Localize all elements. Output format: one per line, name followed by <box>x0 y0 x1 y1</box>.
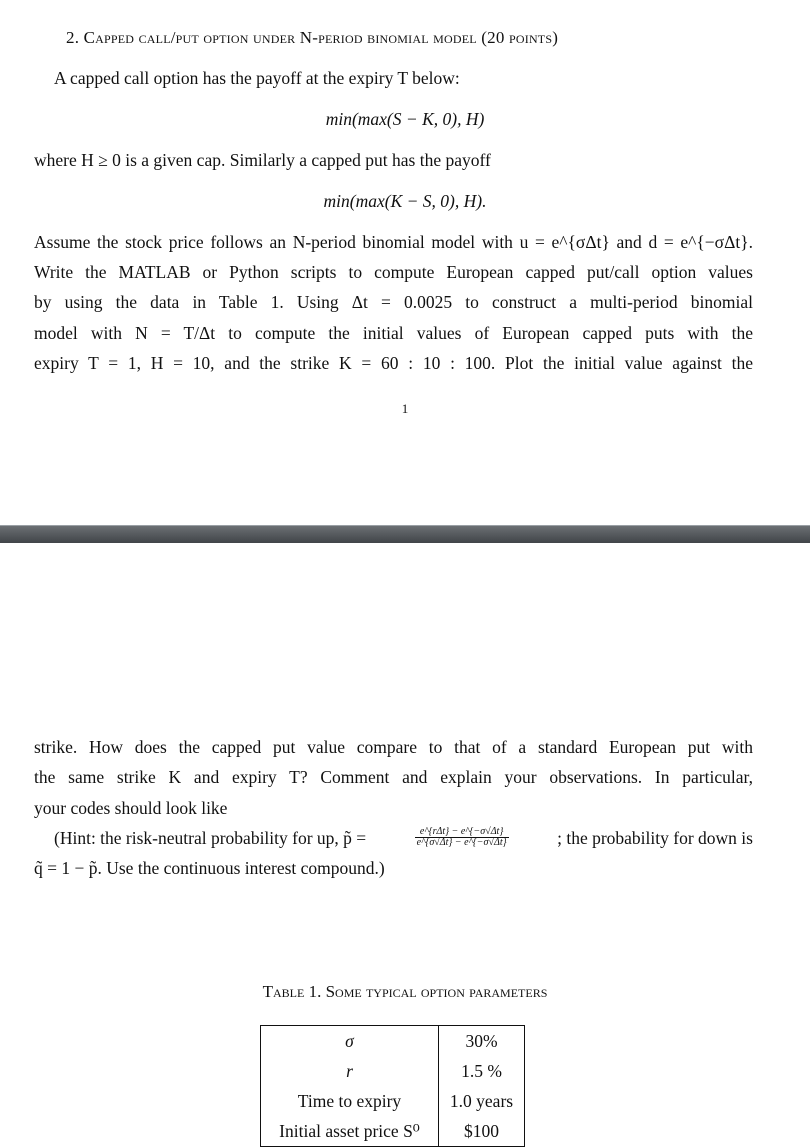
table-row <box>261 1026 525 1057</box>
where-line: where H ≥ 0 is a given cap. Similarly a capped put has the payoff <box>34 150 491 170</box>
para-line-2: Write the MATLAB or Python scripts to compute European capped put/call option values <box>34 262 753 282</box>
hint-prefix: (Hint: the risk-neutral probability for up, p̃ = <box>54 827 367 848</box>
probability-fraction <box>415 827 509 848</box>
param-value: 1.0 years <box>449 1090 514 1111</box>
para-line-6: strike. How does the capped put value compare to that of a standard European put with <box>34 737 753 757</box>
table-row <box>261 1056 525 1086</box>
table-caption: Table 1. Some typical option parameters <box>262 982 548 1001</box>
formula-text: min(max(K − S, 0), H). <box>323 191 487 211</box>
para-line-5: expiry T = 1, H = 10, and the strike K = 60 : 10 : 100. Plot the initial value against the <box>34 353 753 373</box>
hint-line <box>54 827 753 848</box>
fraction-numerator: e^{rΔt} − e^{−σ√Δt} <box>415 827 509 838</box>
intro-line: A capped call option has the payoff at the expiry T below: <box>54 68 460 88</box>
param-name: Initial asset price S⁰ <box>261 1116 439 1147</box>
hint-line-2: q̃ = 1 − p̃. Use the continuous interest compound.) <box>34 858 385 878</box>
hint-suffix: ; the probability for down is <box>557 827 753 848</box>
page-separator <box>0 525 810 544</box>
param-value: 1.5 % <box>461 1060 502 1081</box>
param-name: σ <box>261 1026 439 1057</box>
problem-heading <box>66 28 558 48</box>
table-row <box>261 1116 525 1147</box>
param-value: 30% <box>465 1030 498 1051</box>
param-name: r <box>261 1056 439 1086</box>
capped-put-formula <box>0 191 810 211</box>
page-two <box>0 543 810 1148</box>
heading-number: 2. <box>66 28 80 47</box>
page-number: 1 <box>401 401 409 416</box>
para-line-4: model with N = T/Δt to compute the initial values of European capped puts with the <box>34 323 753 343</box>
para-line-7: the same strike K and expiry T? Comment and explain your observations. In particular, <box>34 767 753 787</box>
parameter-table <box>260 1025 525 1147</box>
para-line-8: your codes should look like <box>34 798 228 818</box>
param-name: Time to expiry <box>261 1086 439 1116</box>
formula-text: min(max(S − K, 0), H) <box>325 109 485 129</box>
para-line-3: by using the data in Table 1. Using Δt = 0.0025 to construct a multi-period binomial <box>34 292 753 312</box>
param-value: $100 <box>464 1120 499 1141</box>
capped-call-formula <box>0 109 810 129</box>
fraction-denominator: e^{σ√Δt} − e^{−σ√Δt} <box>416 837 507 848</box>
heading-title: Capped call/put option under N-period binomial model (20 points) <box>83 28 559 47</box>
page-one <box>0 0 810 525</box>
table-row <box>261 1086 525 1116</box>
para-line-1: Assume the stock price follows an N-period binomial model with u = e^{σΔt} and d = e^{−σΔt}. <box>34 232 753 252</box>
